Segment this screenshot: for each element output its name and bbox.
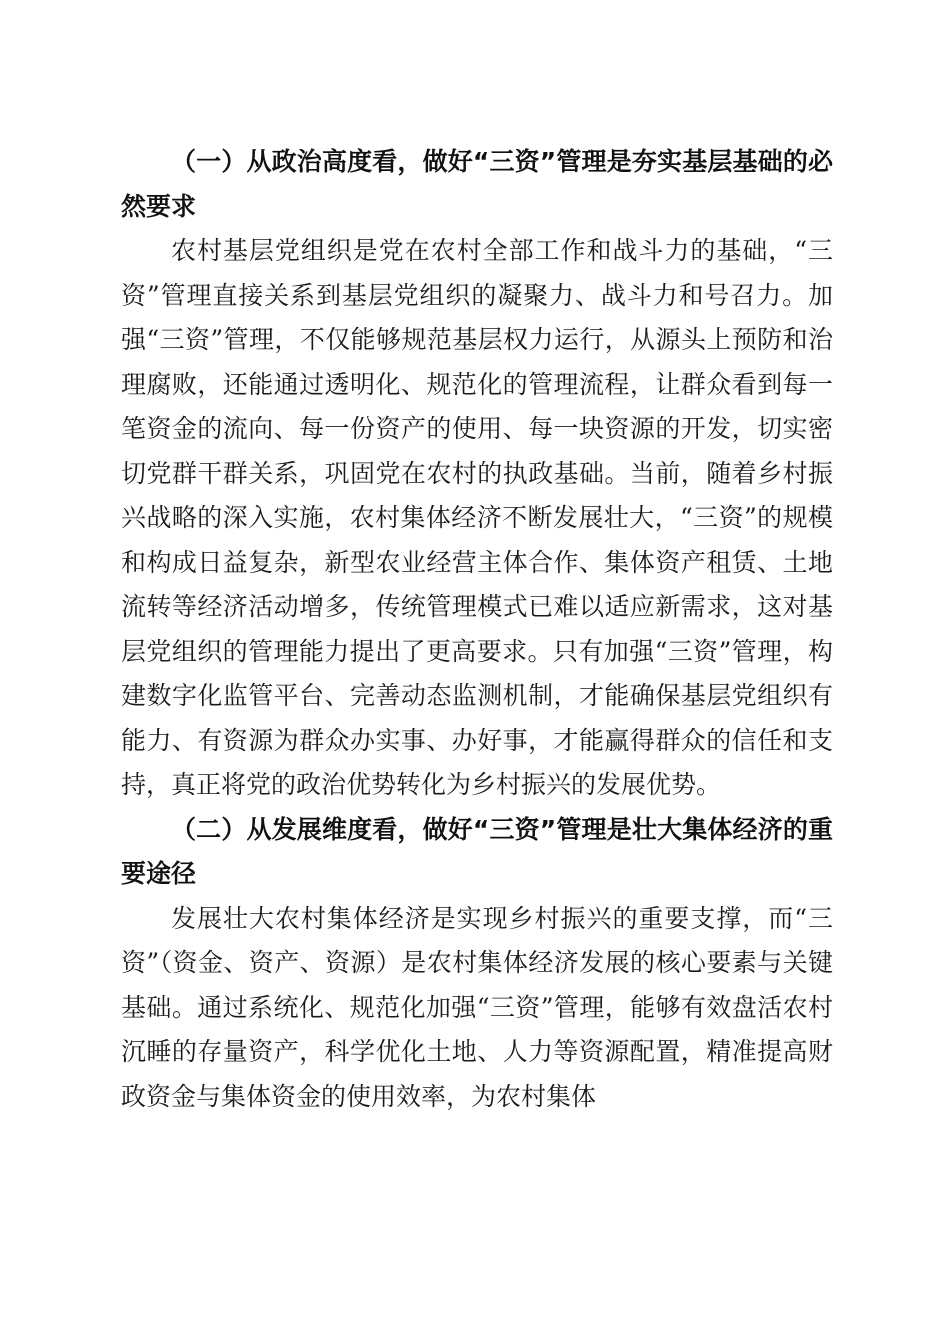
section-heading-political: （一）从政治高度看，做好“三资”管理是夯实基层基础的必然要求 — [121, 147, 833, 221]
paragraph-development: 发展壮大农村集体经济是实现乡村振兴的重要支撑，而“三资”（资金、资产、资源）是农村集体经济发展的核心要素与关键基础。通过系统化、规范化加强“三资”管理，能够有效盘活农村沉睡的存量资产，科学优化土地、人力等资源配置，精准提高财政资金与集体资金的使用效率，为农村集体 — [121, 903, 833, 1111]
paragraph-political: 农村基层党组织是党在农村全部工作和战斗力的基础，“三资”管理直接关系到基层党组织的凝聚力、战斗力和号召力。加强“三资”管理，不仅能够规范基层权力运行，从源头上预防和治理腐败，还能通过透明化、规范化的管理流程，让群众看到每一笔资金的流向、每一份资产的使用、每一块资源的开发，切实密切党群干群关系，巩固党在农村的执政基础。当前，随着乡村振兴战略的深入实施，农村集体经济不断发展壮大，“三资”的规模和构成日益复杂，新型农业经营主体合作、集体资产租赁、土地流转等经济活动增多，传统管理模式已难以适应新需求，这对基层党组织的管理能力提出了更高要求。只有加强“三资”管理，构建数字化监管平台、完善动态监测机制，才能确保基层党组织有能力、有资源为群众办实事、办好事，才能赢得群众的信任和支持，真正将党的政治优势转化为乡村振兴的发展优势。 — [121, 236, 833, 799]
section-heading-development: （二）从发展维度看，做好“三资”管理是壮大集体经济的重要途径 — [121, 814, 833, 888]
document-body — [121, 140, 833, 1119]
